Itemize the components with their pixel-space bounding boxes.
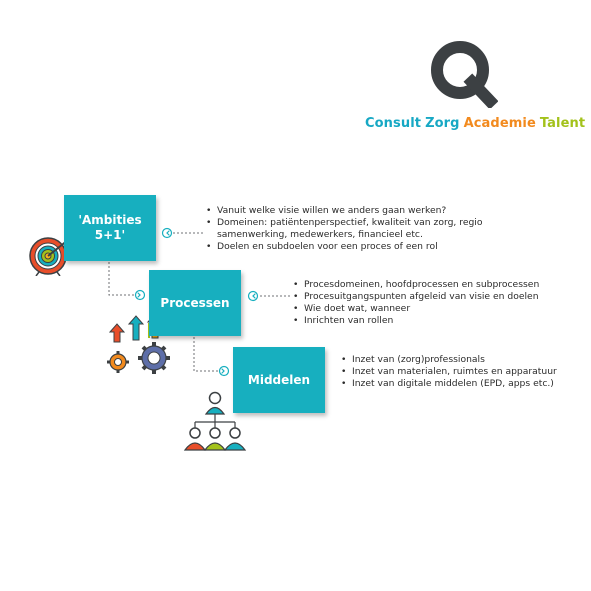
brand-part-zorg: Zorg xyxy=(425,116,460,131)
middelen-bullets xyxy=(341,354,571,390)
step-processen-box xyxy=(149,270,241,336)
step-processen-label: Processen xyxy=(160,295,230,310)
brand-part-academie: Academie xyxy=(463,116,536,131)
list-item: • Domeinen: patiëntenperspectief, kwaliteit van zorg, regio samenwerking, medewerkers, financieel etc. xyxy=(206,217,506,241)
list-item: • Doelen en subdoelen voor een proces of een rol xyxy=(206,241,506,253)
ambities-bullets xyxy=(206,205,506,253)
step-middelen-box xyxy=(233,347,325,413)
list-item: • Inzet van (zorg)professionals xyxy=(341,354,571,366)
list-item: • Inrichten van rollen xyxy=(293,315,563,327)
list-item: • Procesuitgangspunten afgeleid van visie en doelen xyxy=(293,291,563,303)
step-middelen-label: Middelen xyxy=(247,372,311,387)
step-ambities-label: 'Ambities 5+1' xyxy=(78,213,142,242)
list-item: • Vanuit welke visie willen we anders gaan werken? xyxy=(206,205,506,217)
list-item: • Inzet van digitale middelen (EPD, apps etc.) xyxy=(341,378,571,390)
list-item: • Wie doet wat, wanneer xyxy=(293,303,563,315)
brand-part-talent: Talent xyxy=(539,116,586,131)
list-item: • Procesdomeinen, hoofdprocessen en subprocessen xyxy=(293,279,563,291)
processen-bullets xyxy=(293,279,563,327)
step-ambities-box xyxy=(64,195,156,261)
list-item: • Inzet van materialen, ruimtes en apparatuur xyxy=(341,366,571,378)
brand-part-consult: Consult xyxy=(365,116,422,131)
